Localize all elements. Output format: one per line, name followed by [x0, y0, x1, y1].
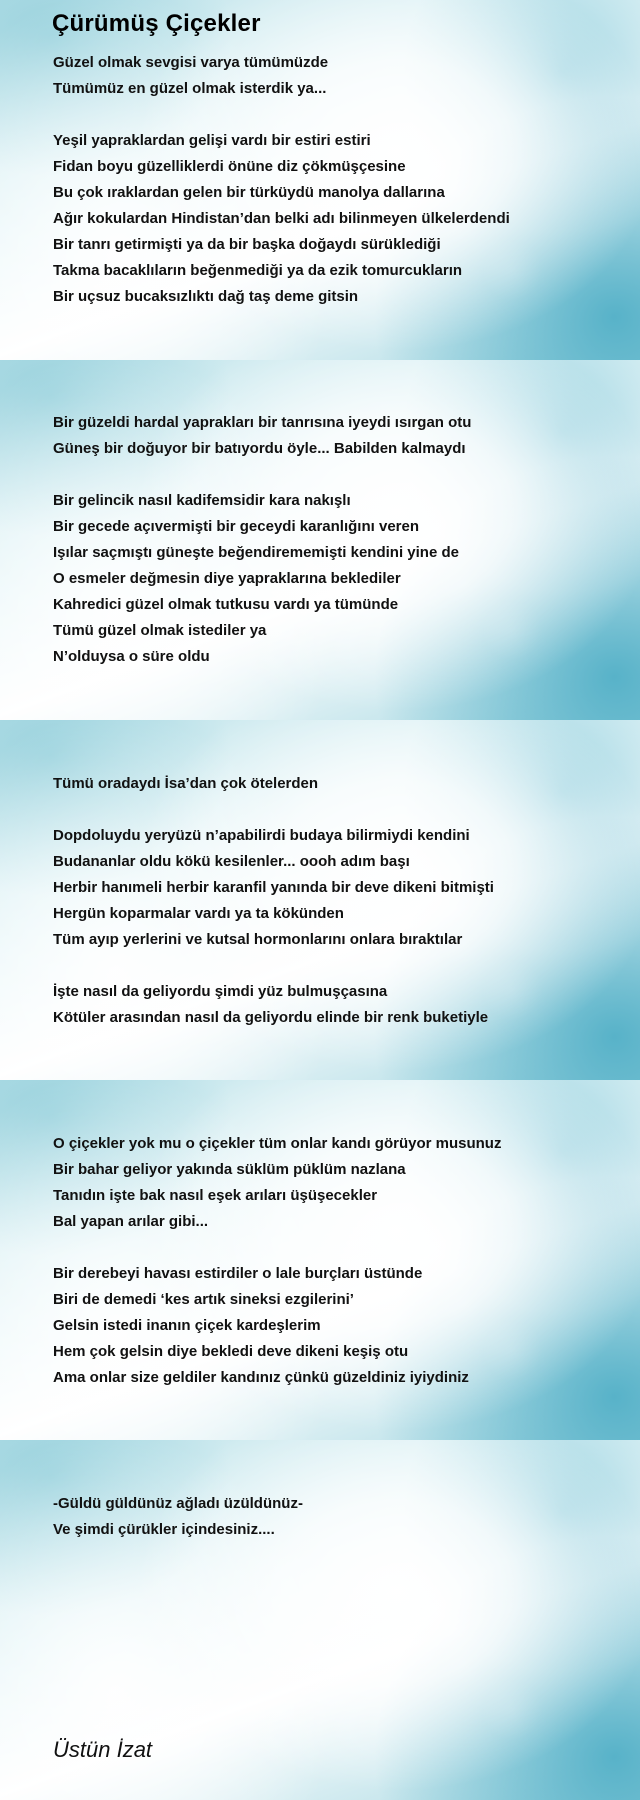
- poem-line: Bu çok ıraklardan gelen bir türküydü manolya dallarına: [53, 184, 445, 201]
- poem-line: Biri de demedi ‘kes artık sineksi ezgilerini’: [53, 1291, 354, 1308]
- poem-line: O çiçekler yok mu o çiçekler tüm onlar kandı görüyor musunuz: [53, 1135, 502, 1152]
- poem-line: Budananlar oldu kökü kesilenler... oooh adım başı: [53, 853, 410, 870]
- poem-line: Bir derebeyi havası estirdiler o lale burçları üstünde: [53, 1265, 423, 1282]
- poem-line: Tümü güzel olmak istediler ya: [53, 622, 267, 639]
- stanza-10: [53, 1491, 303, 1543]
- poem-line: O esmeler değmesin diye yapraklarına beklediler: [53, 570, 401, 587]
- poem-line: Bir gelincik nasıl kadifemsidir kara nakışlı: [53, 492, 351, 509]
- stanza-8: [53, 1131, 501, 1235]
- stanza-5: [53, 771, 318, 797]
- stanza-2: [53, 128, 510, 310]
- poem-line: Güzel olmak sevgisi varya tümümüzde: [53, 54, 329, 71]
- poem-line: Güneş bir doğuyor bir batıyordu öyle... Babilden kalmaydı: [53, 440, 466, 457]
- poem-line: Tanıdın işte bak nasıl eşek arıları üşüşecekler: [53, 1187, 378, 1204]
- poem-line: Tümü oradaydı İsa’dan çok ötelerden: [53, 775, 319, 792]
- poem-line: Dopdoluydu yeryüzü n’apabilirdi budaya bilirmiydi kendini: [53, 827, 470, 844]
- poem-line: Tüm ayıp yerlerini ve kutsal hormonlarını onlara bıraktılar: [53, 931, 463, 948]
- poem-line: Gelsin istedi inanın çiçek kardeşlerim: [53, 1317, 321, 1334]
- stanza-4: [53, 488, 459, 670]
- poem-title: Çürümüş Çiçekler: [52, 10, 261, 37]
- poem-line: Tümümüz en güzel olmak isterdik ya...: [53, 80, 327, 97]
- poem-line: N’olduysa o süre oldu: [53, 648, 210, 665]
- poem-line: Fidan boyu güzelliklerdi önüne diz çökmüşçesine: [53, 158, 406, 175]
- stanza-9: [53, 1261, 469, 1391]
- poem-line: Kötüler arasından nasıl da geliyordu elinde bir renk buketiyle: [53, 1009, 489, 1026]
- poem-line: Ama onlar size geldiler kandınız çünkü güzeldiniz iyiydiniz: [53, 1369, 469, 1386]
- stanza-3: [53, 410, 471, 462]
- stanza-1: [53, 50, 328, 102]
- poem-line: Bal yapan arılar gibi...: [53, 1213, 209, 1230]
- stanza-7: [53, 979, 488, 1031]
- poem-line: Kahredici güzel olmak tutkusu vardı ya tümünde: [53, 596, 399, 613]
- poem-line: Yeşil yapraklardan gelişi vardı bir estiri estiri: [53, 132, 371, 149]
- poem-line: İşte nasıl da geliyordu şimdi yüz bulmuşçasına: [53, 983, 388, 1000]
- poem-line: Hergün koparmalar vardı ya ta kökünden: [53, 905, 344, 922]
- poem-line: Hem çok gelsin diye bekledi deve dikeni keşiş otu: [53, 1343, 409, 1360]
- poem-line: Bir uçsuz bucaksızlıktı dağ taş deme gitsin: [53, 288, 359, 305]
- poem-line: Ve şimdi çürükler içindesiniz....: [53, 1521, 275, 1538]
- poem-line: -Güldü güldünüz ağladı üzüldünüz-: [53, 1495, 303, 1512]
- poem-line: Bir bahar geliyor yakında süklüm püklüm nazlana: [53, 1161, 406, 1178]
- poem-line: Bir gecede açıvermişti bir geceydi karanlığını veren: [53, 518, 419, 535]
- poem-line: Bir güzeldi hardal yaprakları bir tanrısına iyeydi ısırgan otu: [53, 414, 472, 431]
- author-signature: Üstün İzat: [53, 1737, 153, 1762]
- poem-line: Herbir hanımeli herbir karanfil yanında bir deve dikeni bitmişti: [53, 879, 494, 896]
- poem-line: Bir tanrı getirmişti ya da bir başka doğaydı sürüklediği: [53, 236, 441, 253]
- poem-line: Takma bacaklıların beğenmediği ya da ezik tomurcukların: [53, 262, 463, 279]
- stanza-6: [53, 823, 494, 953]
- poem-line: Ağır kokulardan Hindistan’dan belki adı bilinmeyen ülkelerdendi: [53, 210, 510, 227]
- poem-line: Işılar saçmıştı güneşte beğendirememişti kendini yine de: [53, 544, 459, 561]
